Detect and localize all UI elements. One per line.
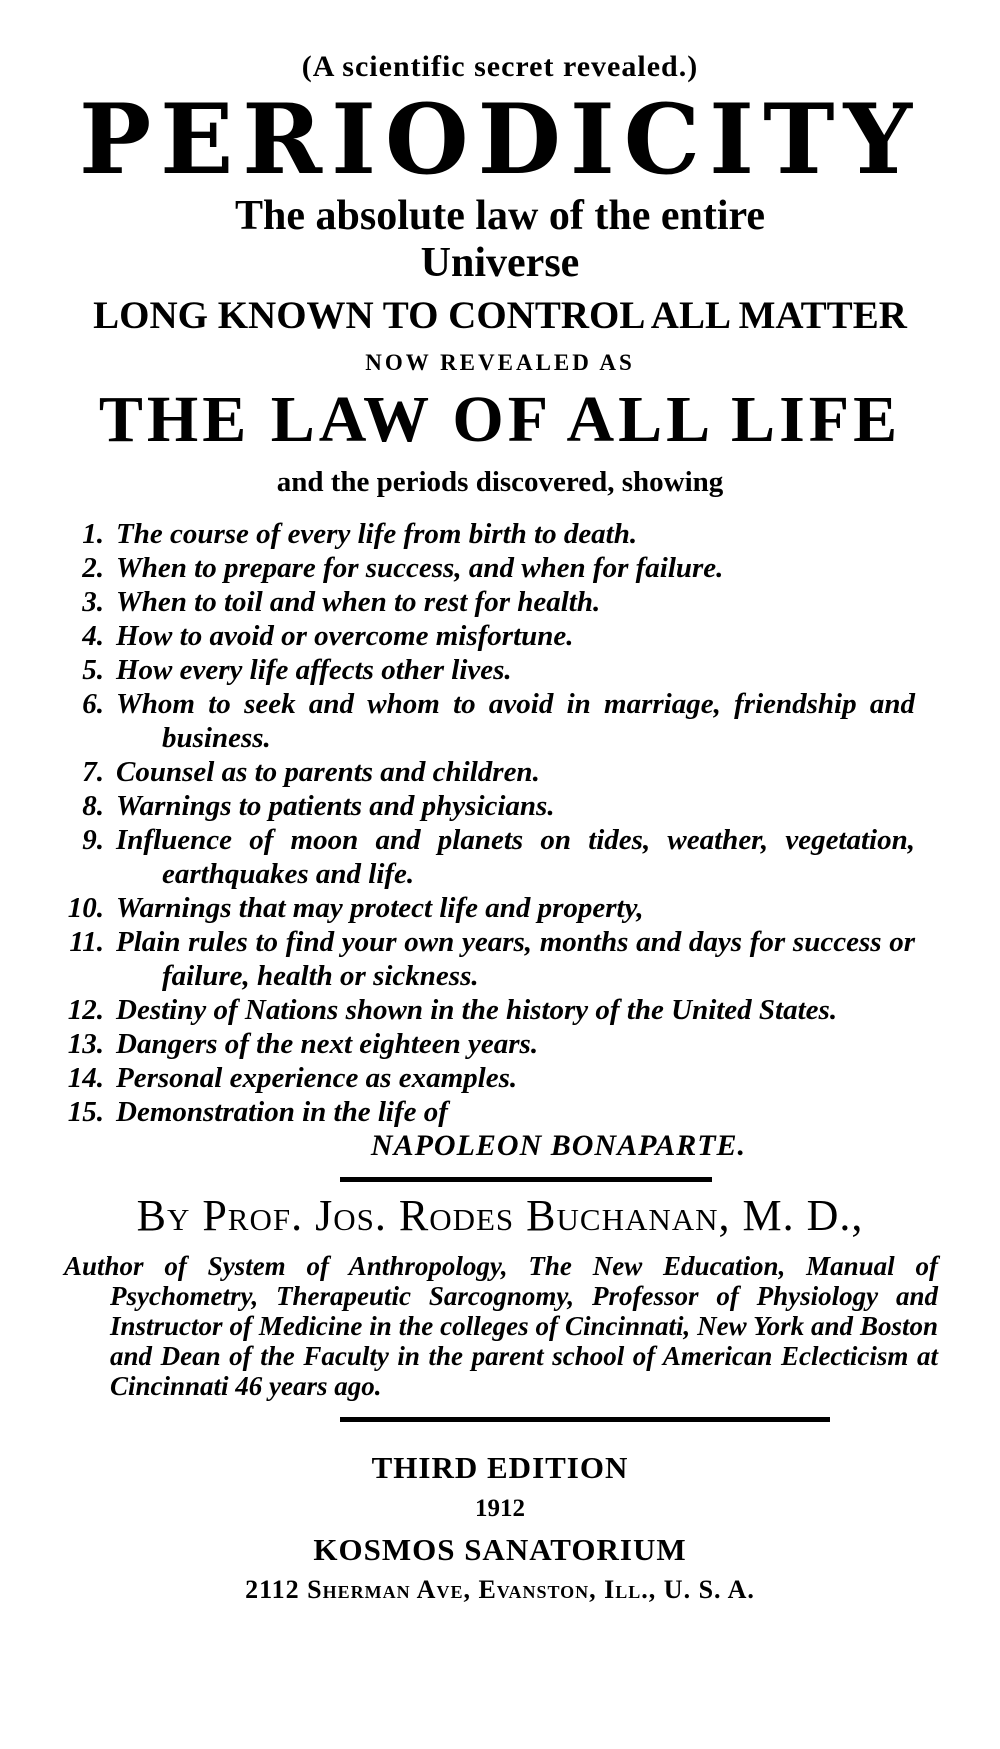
item-number: 5. <box>82 653 104 686</box>
author-bio: Author of System of Anthropology, The New Education, Manual of Psychometry, Therapeutic Sarcognomy, Professor of Physiology and Instructor of Medicine in the colleges of Cincinnati, New York and Boston and Dean of the Faculty in the parent school of American Eclecticism at Cincinnati 46 years ago. <box>64 1250 938 1401</box>
item-text: Warnings that may protect life and property, <box>116 891 644 924</box>
item-text: Warnings to patients and physicians. <box>116 789 555 822</box>
list-item <box>52 789 915 823</box>
list-item <box>52 823 915 891</box>
item-number: 7. <box>82 755 104 788</box>
item-text: Personal experience as examples. <box>116 1061 518 1094</box>
item-number: 10. <box>67 891 104 924</box>
list-item <box>52 755 915 789</box>
list-item <box>52 653 915 687</box>
item-number: 9. <box>82 823 104 856</box>
list-item <box>52 619 915 653</box>
item-text: When to prepare for success, and when for failure. <box>116 551 724 584</box>
divider <box>340 1417 830 1422</box>
list-item <box>52 687 915 755</box>
item-text: Destiny of Nations shown in the history of the United States. <box>116 993 838 1026</box>
list-item <box>52 1027 915 1061</box>
list-intro: and the periods discovered, showing <box>276 465 724 498</box>
item-text: Demonstration in the life of <box>116 1095 448 1128</box>
tagline: (A scientific secret revealed.) <box>301 50 699 83</box>
revealed-as-line: NOW REVEALED AS <box>365 349 635 375</box>
item-text: When to toil and when to rest for health. <box>116 585 601 618</box>
list-item <box>52 891 915 925</box>
subtitle <box>0 193 1000 287</box>
list-item <box>52 1061 915 1095</box>
item-text: Influence of moon and planets on tides, weather, vegetation, earthquakes and life. <box>116 823 915 890</box>
banner-line: LONG KNOWN TO CONTROL ALL MATTER <box>93 293 907 337</box>
list-item <box>52 585 915 619</box>
list-item <box>52 1095 915 1129</box>
item-text: Plain rules to find your own years, months and days for success or failure, health or sickness. <box>116 925 915 992</box>
subtitle-line-2: Universe <box>420 239 580 286</box>
year-line: 1912 <box>475 1494 525 1522</box>
subtitle-line-1: The absolute law of the entire <box>234 192 766 239</box>
item-text: Counsel as to parents and children. <box>116 755 540 788</box>
item-text: Dangers of the next eighteen years. <box>116 1027 539 1060</box>
item-number: 6. <box>82 687 104 720</box>
item-number: 11. <box>69 925 104 958</box>
list-item <box>52 517 915 551</box>
item-number: 4. <box>82 619 104 652</box>
list-item <box>52 551 915 585</box>
item-text: How every life affects other lives. <box>116 653 512 686</box>
item-number: 1. <box>82 517 104 550</box>
item-text: The course of every life from birth to death. <box>116 517 638 550</box>
author-byline: By Prof. Jos. Rodes Buchanan, M. D., <box>136 1190 864 1240</box>
publisher-line: KOSMOS SANATORIUM <box>313 1531 687 1567</box>
book-title: PERIODICITY <box>78 83 922 196</box>
list-item <box>52 993 915 1027</box>
address-line: 2112 Sherman Ave, Evanston, Ill., U. S. A. <box>245 1574 755 1604</box>
item-text: Whom to seek and whom to avoid in marriage, friendship and business. <box>116 687 915 754</box>
item-number: 13. <box>67 1027 104 1060</box>
features-list <box>52 517 915 1163</box>
item-number: 12. <box>67 993 104 1026</box>
item-number: 8. <box>82 789 104 822</box>
item-number: 2. <box>82 551 104 584</box>
list-item <box>52 925 915 993</box>
item-text: How to avoid or overcome misfortune. <box>116 619 574 652</box>
imprint <box>0 1450 1000 1605</box>
item-number: 3. <box>82 585 104 618</box>
edition-line: THIRD EDITION <box>371 1449 629 1485</box>
napoleon-line: NAPOLEON BONAPARTE. <box>370 1128 747 1162</box>
item-number: 14. <box>67 1061 104 1094</box>
item-number: 15. <box>67 1095 104 1128</box>
divider <box>340 1177 712 1182</box>
main-title: THE LAW OF ALL LIFE <box>98 382 902 456</box>
